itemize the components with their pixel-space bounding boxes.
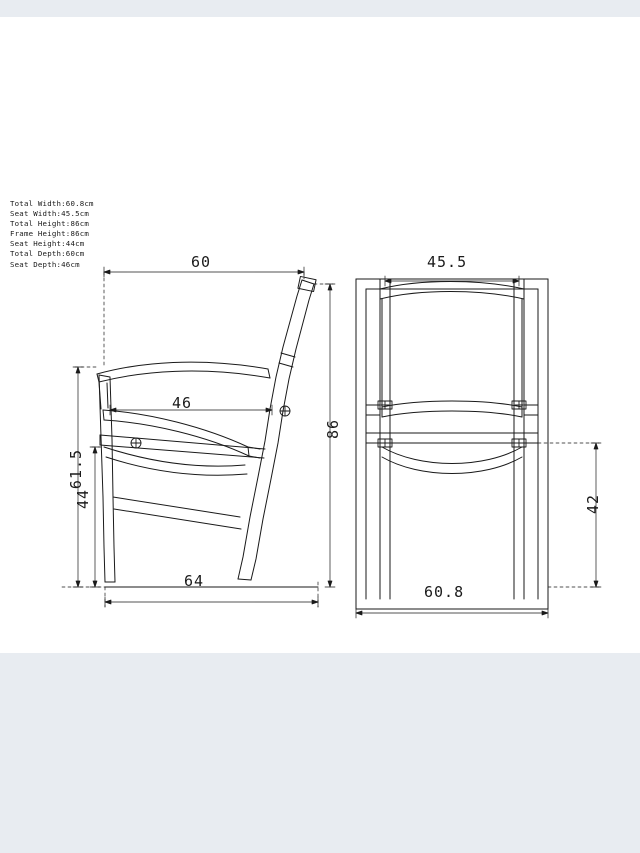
dim-label-front-arm-height: 42 — [584, 493, 603, 515]
dim-label-side-frame-back-height: 61.5 — [67, 448, 86, 490]
dim-label-front-total-width: 60.8 — [424, 583, 465, 601]
dim-label-side-total-height: 86 — [324, 418, 343, 440]
side-view-geometry — [97, 276, 318, 587]
dim-label-front-seat-width: 45.5 — [427, 253, 468, 271]
spec-line-total-width: Total Width:60.8cm — [10, 199, 94, 208]
spec-line-total-depth: Total Depth:60cm — [10, 249, 85, 259]
spec-line-seat-width: Seat Width:45.5cm — [10, 209, 90, 219]
front-view-dimensions — [356, 276, 601, 618]
dim-label-side-seat-height: 44 — [74, 488, 93, 510]
front-view-geometry — [356, 279, 548, 609]
spec-line-frame-height: Frame Height:86cm — [10, 229, 90, 239]
specifications-text — [10, 199, 94, 270]
spec-line-total-height: Total Height:86cm — [10, 219, 90, 229]
chair-technical-drawing — [0, 17, 640, 653]
spec-line-seat-height: Seat Height:44cm — [10, 239, 85, 249]
spec-line-seat-depth: Seat Depth:46cm — [10, 259, 80, 269]
drawing-sheet — [0, 17, 640, 653]
dim-label-side-base-depth: 64 — [184, 572, 205, 590]
dim-label-side-seat-depth: 46 — [172, 394, 193, 412]
dim-label-side-top-depth: 60 — [191, 253, 212, 271]
